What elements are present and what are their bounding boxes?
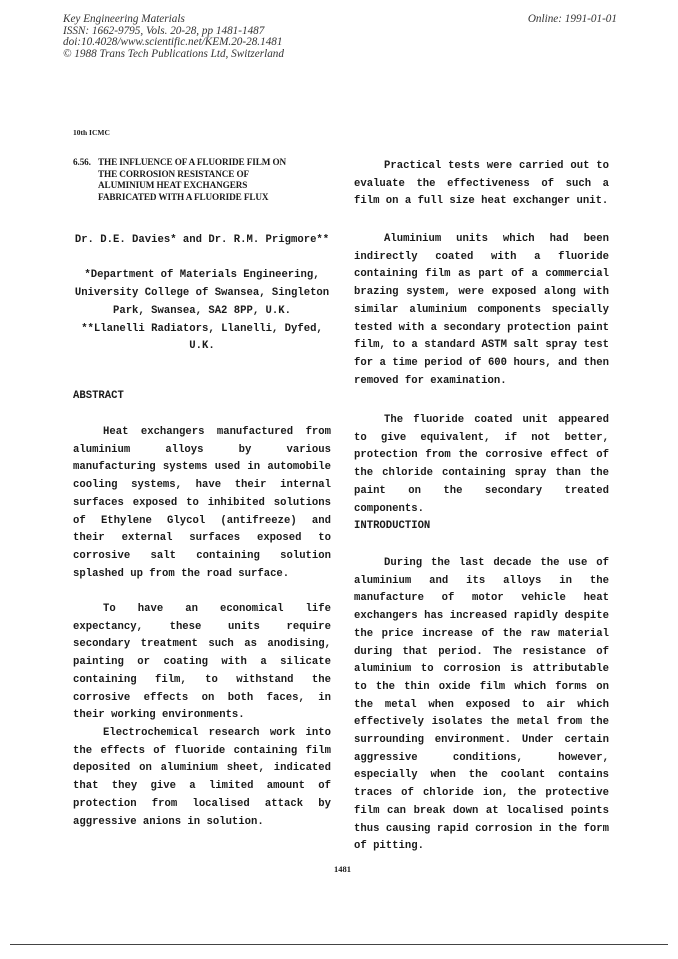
copyright-line: © 1988 Trans Tech Publications Ltd, Switzerland bbox=[63, 47, 284, 60]
authors: Dr. D.E. Davies* and Dr. R.M. Prigmore** bbox=[74, 234, 330, 246]
title-line-1: 6.56. THE INFLUENCE OF A FLUORIDE FILM ON bbox=[73, 157, 287, 167]
affiliation-line: **Llanelli Radiators, Llanelli, Dyfed, bbox=[81, 322, 323, 335]
page-number: 1481 bbox=[334, 864, 351, 874]
title-line-4: FABRICATED WITH A FLUORIDE FLUX bbox=[98, 191, 269, 202]
affiliations bbox=[73, 267, 331, 356]
abstract-paragraph-3: Electrochemical research work into the effects of fluoride containing film deposited on aluminium sheet, indicated that they give a limited amount of protection from localised attack by aggressive anions in solution. bbox=[73, 727, 331, 828]
introduction-paragraph-1: During the last decade the use of aluminium and its alloys in the manufacture of motor vehicle heat exchangers has increased rapidly despite the price increase of the raw material during that period. The resistance of aluminium to corrosion is attributable to the thin oxide film which forms on the metal when exposed to air which effectively isolates the metal from the surrounding environment. Under certain aggressive conditions, however, especially when the coolant contains traces of chloride ion, the protective film can break down at localised points thus causing rapid corrosion in the form of pitting. bbox=[354, 557, 609, 853]
introduction-heading: INTRODUCTION bbox=[354, 520, 431, 532]
abstract-heading: ABSTRACT bbox=[73, 390, 124, 402]
affiliation-line: U.K. bbox=[189, 340, 215, 353]
publisher-header bbox=[63, 14, 284, 60]
right-paragraph-2: Aluminium units which had been indirectly coated with a fluoride containing film as part of a commercial brazing system, were exposed along with similar aluminium components specially tested with a secondary protection paint film, to a standard ASTM salt spray test for a time period of 600 hours, and then removed for examination. bbox=[354, 233, 609, 387]
affiliation-line: University College of Swansea, Singleton bbox=[74, 287, 330, 300]
online-date: Online: 1991-01-01 bbox=[527, 13, 617, 25]
title-line-3: ALUMINIUM HEAT EXCHANGERS bbox=[98, 180, 248, 190]
title-line-2: THE CORROSION RESISTANCE OF bbox=[98, 168, 250, 179]
right-paragraph-3: The fluoride coated unit appeared to give equivalent, if not better, protection from the corrosive effect of the chloride containing spray than the paint on the secondary treated components. bbox=[354, 414, 609, 515]
abstract-section bbox=[73, 388, 331, 406]
left-column bbox=[73, 232, 331, 356]
issn-line: ISSN: 1662-9795, Vols. 20-28, pp 1481-1487 bbox=[63, 24, 265, 37]
paper-number: 6.56. bbox=[73, 157, 91, 167]
paper-title bbox=[73, 157, 343, 203]
journal-name: Key Engineering Materials bbox=[63, 13, 185, 25]
doi-line[interactable]: doi:10.4028/www.scientific.net/KEM.20-28.1481 bbox=[63, 36, 283, 48]
abstract-paragraph-2: To have an economical life expectancy, these units require secondary treatment such as anodising, painting or coating with a silicate containing film, to withstand the corrosive effects on both faces, in their working environments. bbox=[73, 603, 331, 722]
affiliation-line: Park, Swansea, SA2 8PP, U.K. bbox=[112, 304, 291, 317]
right-paragraph-1: Practical tests were carried out to evaluate the effectiveness of such a film on a full size heat exchanger unit. bbox=[354, 160, 609, 208]
affiliation-line: *Department of Materials Engineering, bbox=[84, 269, 320, 282]
footer-rule bbox=[10, 944, 668, 945]
abstract-paragraph-1: Heat exchangers manufactured from aluminium alloys by various manufacturing systems used in automobile cooling systems, have their internal surfaces exposed to inhibited solutions of Ethylene Glycol (antifreeze) and their external surfaces exposed to corrosive salt containing solution splashed up from the road surface. bbox=[73, 426, 331, 580]
conference-tag: 10th ICMC bbox=[73, 128, 110, 137]
